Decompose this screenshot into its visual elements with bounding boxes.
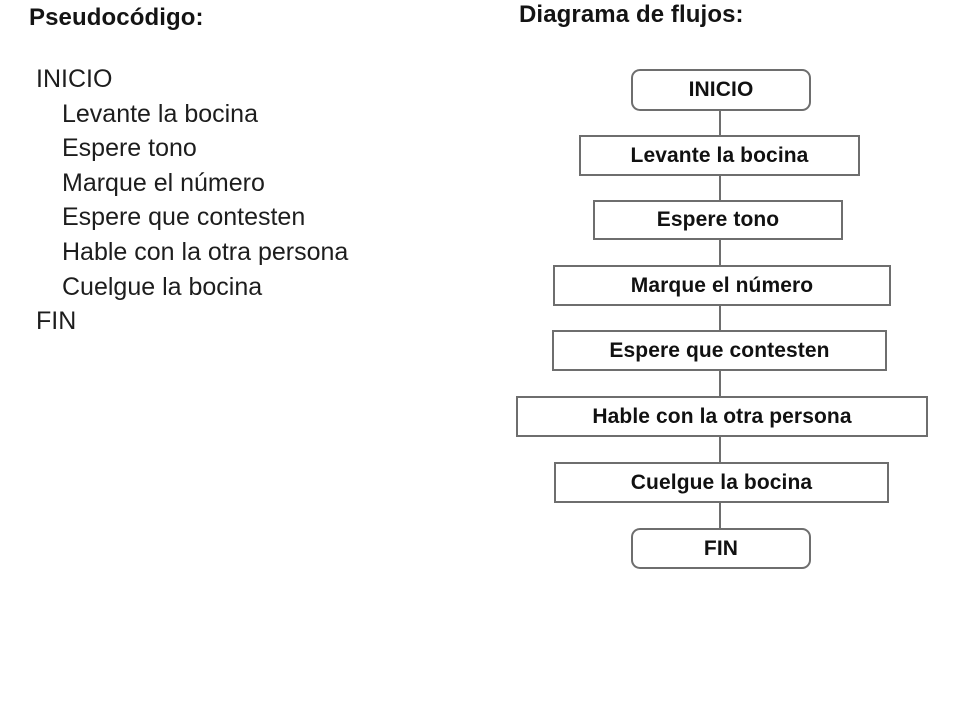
pseudocode-line: Espere tono: [62, 134, 197, 163]
pseudocode-line: FIN: [36, 307, 77, 336]
flowchart-node: [552, 330, 887, 371]
flowchart-node: [593, 200, 843, 240]
pseudocode-line: Marque el número: [62, 168, 265, 197]
flowchart-node: [579, 135, 860, 176]
pseudocode-line: Hable con la otra persona: [62, 237, 349, 266]
flowchart-connector-1: [719, 111, 721, 135]
flowchart-node-label: Marque el número: [630, 273, 814, 297]
flowchart-connector-5: [719, 371, 721, 396]
flowchart-connector-6: [719, 437, 721, 462]
flowchart-node: [516, 396, 928, 437]
flowchart-node-label: Hable con la otra persona: [592, 404, 852, 428]
flowchart-node-label: Espere que contesten: [609, 338, 830, 362]
flowchart-node: [631, 528, 811, 569]
pseudocode-line: Espere que contesten: [62, 203, 306, 232]
page-title-pseudocode: Pseudocódigo:: [29, 4, 204, 31]
flowchart-connector-3: [719, 240, 721, 265]
flowchart-node: [554, 462, 889, 503]
flowchart-node-label: Espere tono: [656, 208, 780, 231]
flowchart-connector-7: [719, 503, 721, 528]
flowchart-node-label: INICIO: [688, 78, 754, 101]
page-title-flowchart: Diagrama de flujos:: [519, 1, 744, 28]
flowchart-node: [553, 265, 891, 306]
flowchart-node-label: FIN: [703, 536, 739, 560]
flowchart-node: [631, 69, 811, 111]
flowchart-connector-4: [719, 306, 721, 330]
pseudocode-line: INICIO: [36, 65, 113, 93]
flowchart-node-label: Cuelgue la bocina: [630, 470, 813, 494]
pseudocode-line: Cuelgue la bocina: [62, 272, 263, 301]
pseudocode-line: Levante la bocina: [62, 99, 258, 128]
flowchart-connector-2: [719, 176, 721, 200]
flowchart-node-label: Levante la bocina: [630, 143, 809, 167]
